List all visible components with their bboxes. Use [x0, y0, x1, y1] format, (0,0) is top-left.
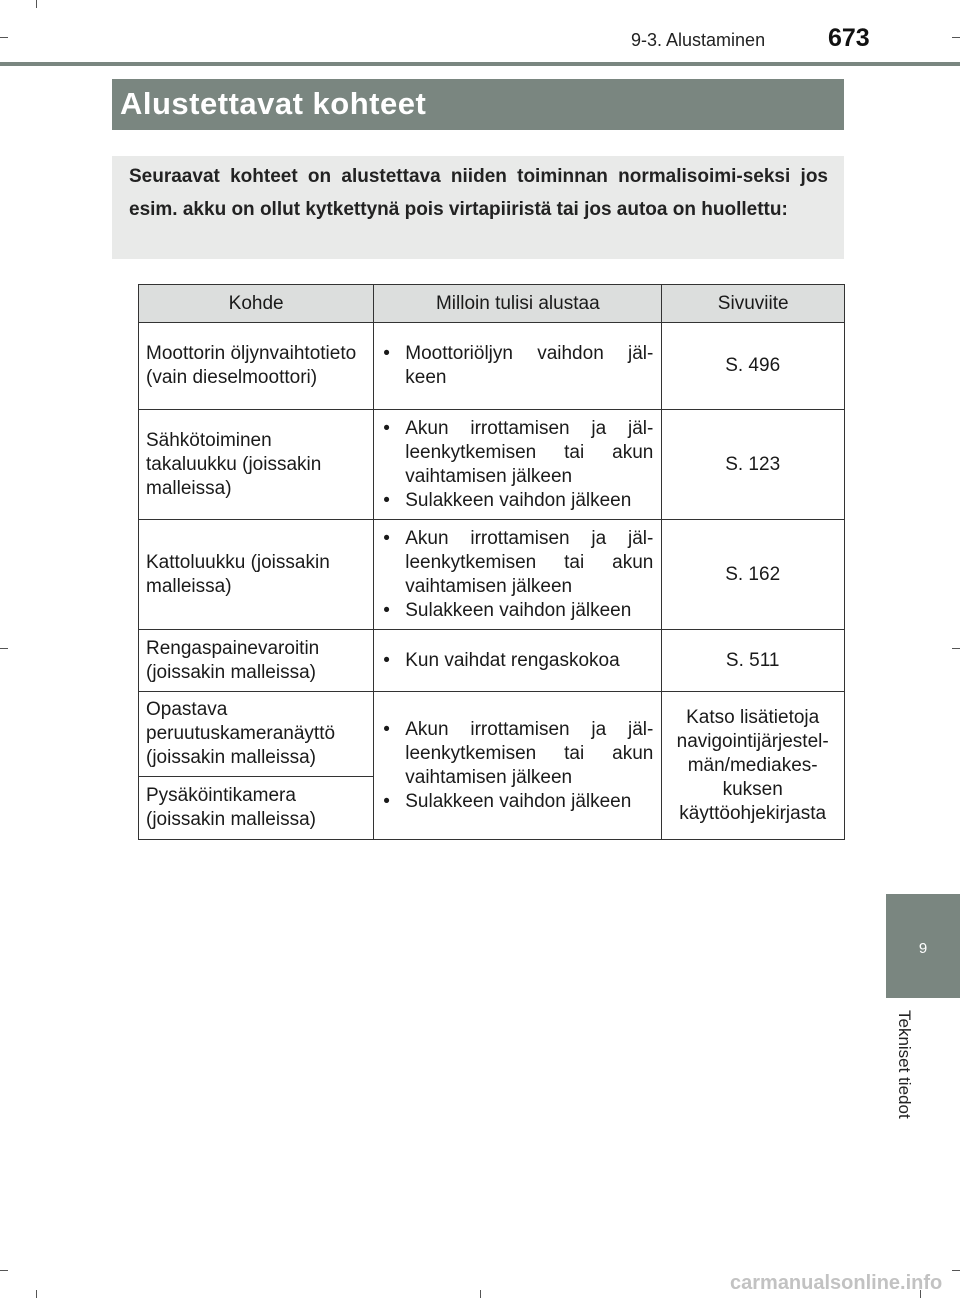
table-row — [139, 630, 845, 692]
list-item: • Akun irrottamisen ja jäl-leenkytkemisen tai akun vaihtamisen jälkeen — [381, 527, 653, 599]
list-item: • Akun irrottamisen ja jäl-leenkytkemisen tai akun vaihtamisen jälkeen — [381, 417, 653, 489]
chapter-number: 9 — [918, 940, 928, 957]
item-cell: Rengaspainevaroitin (joissakin malleissa) — [139, 630, 374, 692]
list-item: • Kun vaihdat rengaskokoa — [381, 649, 653, 673]
when-cell — [374, 630, 662, 692]
item-cell: Moottorin öljynvaihtotieto (vain dieselmoottori) — [139, 323, 374, 410]
chapter-tab — [886, 894, 960, 998]
list-item: • Sulakkeen vaihdon jälkeen — [381, 489, 653, 513]
page-ref-cell: S. 123 — [662, 410, 845, 520]
item-cell: Pysäköintikamera (joissakin malleissa) — [139, 777, 374, 840]
crop-mark — [952, 1270, 960, 1271]
header-rule — [0, 62, 960, 66]
page-ref-cell: S. 511 — [662, 630, 845, 692]
table-row — [139, 410, 845, 520]
item-cell: Opastava peruutuskameranäyttö (joissakin malleissa) — [139, 692, 374, 777]
crop-mark — [0, 1270, 8, 1271]
chapter-label: Tekniset tiedot — [895, 1010, 914, 1119]
page-ref-cell: S. 496 — [662, 323, 845, 410]
item-cell: Kattoluukku (joissakin malleissa) — [139, 520, 374, 630]
list-item: • Sulakkeen vaihdon jälkeen — [381, 599, 653, 623]
when-cell — [374, 323, 662, 410]
page-header — [0, 0, 960, 60]
crop-mark — [480, 1290, 481, 1298]
col-header-when: Milloin tulisi alustaa — [374, 285, 662, 323]
crop-mark — [36, 1290, 37, 1298]
reset-items-table — [138, 284, 845, 840]
page-ref-cell: Katso lisätietoja navigointijärjestel-män/mediakes-kuksen käyttöohjekirjasta — [662, 692, 845, 840]
section-title: Alustettavat kohteet — [112, 79, 844, 130]
section-label: 9-3. Alustaminen — [631, 30, 766, 50]
list-item: • Sulakkeen vaihdon jälkeen — [381, 790, 653, 814]
watermark: carmanualsonline.info — [730, 1272, 943, 1294]
table-row — [139, 692, 845, 777]
intro-box: Seuraavat kohteet on alustettava niiden toiminnan normalisoimi-seksi jos esim. akku on ollut kytkettynä pois virtapiiristä tai jos autoa on huollettu: — [112, 156, 844, 259]
item-cell: Sähkötoiminen takaluukku (joissakin malleissa) — [139, 410, 374, 520]
col-header-item: Kohde — [139, 285, 374, 323]
when-cell — [374, 520, 662, 630]
crop-mark — [0, 648, 8, 649]
page-number: 673 — [828, 24, 870, 52]
list-item: • Moottoriöljyn vaihdon jäl-keen — [381, 342, 653, 390]
list-item: • Akun irrottamisen ja jäl-leenkytkemisen tai akun vaihtamisen jälkeen — [381, 718, 653, 790]
when-cell — [374, 410, 662, 520]
when-cell — [374, 692, 662, 840]
table-row — [139, 323, 845, 410]
table-row — [139, 520, 845, 630]
table-header-row — [139, 285, 845, 323]
col-header-ref: Sivuviite — [662, 285, 845, 323]
page-ref-cell: S. 162 — [662, 520, 845, 630]
crop-mark — [952, 648, 960, 649]
